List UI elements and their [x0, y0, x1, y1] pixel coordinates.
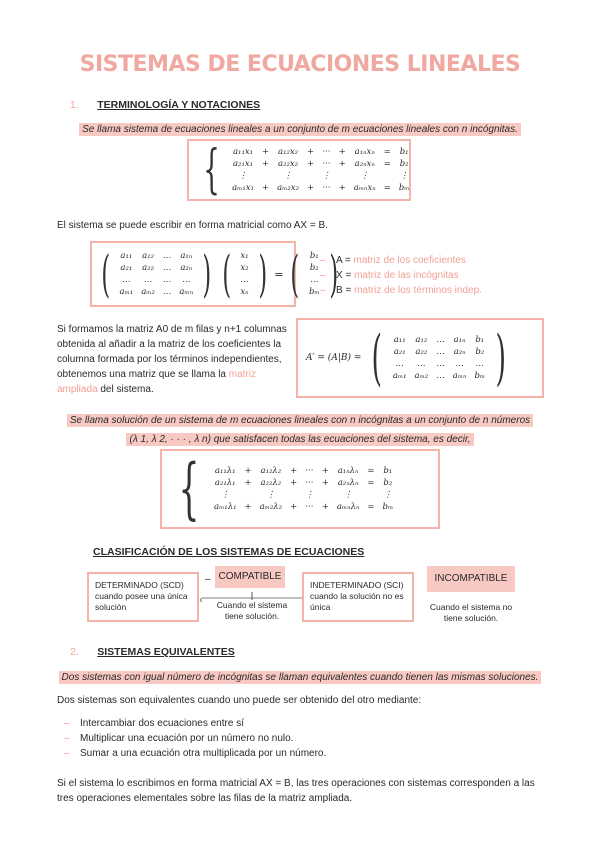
- unknown-cell: x₂: [240, 263, 249, 273]
- unknown-cell: …: [240, 275, 249, 285]
- augmented-text-before: Si formamos la matriz A0 de m filas y n+1 columnas obtenida al añadir a la matriz de los coeficientes la columna formada por los términos independientes, obtenemos una matriz que se llama la: [57, 324, 287, 380]
- left-brace: {: [178, 450, 200, 527]
- solution-equation-cell: a₂₂λ₂: [260, 478, 282, 488]
- augmented-cell: …: [475, 359, 485, 369]
- solution-equation-cell: ⋮: [220, 490, 230, 500]
- system-equation-cell: +: [307, 183, 315, 193]
- system-equation-cell: ⋮: [399, 171, 409, 181]
- definition-system: [0, 119, 600, 137]
- solution-equation-cell: a₂ₙλₙ: [337, 478, 359, 488]
- coefficient-cell: a₁ₙ: [180, 251, 193, 261]
- paren-open: (: [222, 245, 231, 303]
- unknown-row: [236, 286, 253, 298]
- solution-equation-cell: a₁₁λ₁: [214, 466, 236, 476]
- unknown-row: [236, 274, 253, 286]
- system-equation-cell: ⋮: [360, 171, 369, 181]
- solution-equation-cell: +: [290, 466, 298, 476]
- augmented-cell: aₘ₁: [392, 371, 407, 381]
- solution-equation-cell: aₘₙλₙ: [336, 502, 360, 512]
- paren-close: ): [202, 245, 212, 303]
- coefficient-cell: a₁₂: [142, 251, 155, 261]
- system-equation-cell: +: [307, 147, 315, 157]
- augmented-cell: b₂: [475, 347, 485, 357]
- augmented-cell: …: [395, 359, 404, 369]
- augmented-cell: …: [436, 347, 445, 357]
- augmented-cell: …: [436, 359, 445, 369]
- page-title: SISTEMAS DE ECUACIONES LINEALES: [79, 52, 521, 77]
- system-equation-cell: +: [338, 183, 346, 193]
- augmented-cell: a₂ₙ: [453, 347, 466, 357]
- system-equations-box: [187, 139, 411, 201]
- solution-equation-cell: ⋮: [383, 490, 393, 500]
- system-equation-cell: +: [261, 159, 270, 169]
- coefficient-cell: …: [162, 251, 172, 261]
- system-equation-cell: aₘ₁x₁: [232, 183, 254, 193]
- system-equation-row: [228, 158, 413, 170]
- augmented-cell: …: [417, 359, 426, 369]
- system-equation-cell: =: [383, 159, 391, 169]
- legend-item: – B = matriz de los términos indep.: [316, 283, 482, 298]
- operation-item: – Intercambiar dos ecuaciones entre sí: [60, 716, 326, 731]
- determinado-title: DETERMINADO (SCD): [95, 580, 184, 590]
- augmented-matrix-box: [296, 318, 544, 398]
- solution-equation-cell: [240, 489, 255, 501]
- system-equation-cell: a₁ₙxₙ: [354, 147, 375, 157]
- definition-system-text: Se llama sistema de ecuaciones lineales a un conjunto de m ecuaciones lineales con n incógnitas.: [79, 123, 521, 136]
- system-equation-row: [228, 182, 413, 194]
- solution-equation-cell: ⋮: [266, 490, 276, 500]
- system-equation-cell: ⋮: [283, 171, 293, 181]
- augmented-text-after: del sistema.: [97, 384, 154, 395]
- system-equation-cell: [335, 170, 350, 182]
- system-equation-cell: +: [307, 159, 315, 169]
- solution-equation-cell: a₁₂λ₂: [260, 466, 282, 476]
- augmented-formula: A′ = (A|B) =: [306, 353, 362, 363]
- augmented-cell: a₂₂: [415, 347, 428, 357]
- augmented-row: [389, 370, 489, 382]
- system-equation-row: [228, 146, 413, 158]
- system-equation-cell: aₘₙxₙ: [353, 183, 376, 193]
- solution-equation-row: [210, 477, 397, 489]
- indeterminado-box: [302, 572, 414, 622]
- solution-equation-cell: ···: [305, 478, 314, 488]
- system-equation-cell: b₂: [399, 159, 409, 169]
- section-1-number: 1.: [70, 99, 79, 111]
- paren-close: ): [495, 323, 507, 393]
- solution-equation-cell: ···: [305, 502, 314, 512]
- system-equation-cell: aₘ₂x₂: [277, 183, 299, 193]
- augmented-cell: aₘₙ: [452, 371, 467, 381]
- system-equation-row: [228, 170, 413, 182]
- solution-equation-cell: bₘ: [382, 502, 394, 512]
- definition-solution-line-1: Se llama solución de un sistema de m ecuaciones lineales con n incógnitas a un conjunto de n números: [67, 414, 533, 427]
- augmented-matrix: [389, 334, 489, 382]
- legend-item: – A = matriz de los coeficientes: [316, 253, 482, 268]
- classification-heading: CLASIFICACIÓN DE LOS SISTEMAS DE ECUACIONES: [93, 546, 365, 558]
- augmented-cell: …: [436, 371, 445, 381]
- system-equation-cell: [258, 170, 273, 182]
- solution-equation-cell: b₂: [383, 478, 393, 488]
- system-equation-cell: ···: [322, 159, 331, 169]
- equivalent-text: Dos sistemas son equivalentes cuando uno puede ser obtenido del otro mediante:: [57, 695, 422, 706]
- unknown-row: [236, 250, 253, 262]
- system-equation-cell: a₂₂x₂: [278, 159, 299, 169]
- equals-sign: =: [274, 267, 284, 281]
- definition-solution-line-2: (λ 1, λ 2, · · · , λ n) que satisfacen todas las ecuaciones del sistema, es decir,: [126, 433, 473, 446]
- matrix-equation-box: [90, 241, 338, 307]
- dash-connector: –: [205, 574, 211, 585]
- term-cell: b₁: [309, 251, 319, 261]
- system-equation-cell: b₁: [399, 147, 409, 157]
- coefficient-cell: aₘₙ: [179, 287, 194, 297]
- incompatible-label: INCOMPATIBLE: [427, 566, 515, 592]
- solution-equation-cell: [318, 489, 333, 501]
- solution-equation-cell: +: [290, 478, 298, 488]
- augmented-cell: aₘ₂: [414, 371, 429, 381]
- operation-item: – Sumar a una ecuación otra multiplicada por un número.: [60, 746, 326, 761]
- coefficient-cell: aₘ₁: [119, 287, 134, 297]
- section-2-title: SISTEMAS EQUIVALENTES: [97, 646, 235, 658]
- left-brace: {: [203, 140, 220, 200]
- system-equation-cell: a₁₁x₁: [232, 147, 254, 157]
- coefficient-cell: a₂₁: [120, 263, 133, 273]
- section-2-number: 2.: [70, 646, 79, 658]
- unknowns-matrix: [236, 250, 253, 298]
- determinado-desc: cuando posee una única solución: [95, 591, 188, 612]
- coefficient-cell: aₘ₂: [141, 287, 155, 297]
- compatible-desc: Cuando el sistema tiene solución.: [216, 600, 288, 621]
- system-equation-cell: +: [261, 183, 270, 193]
- coefficient-cell: a₂ₙ: [180, 263, 193, 273]
- paren-close: ): [328, 245, 338, 303]
- coefficient-matrix: [116, 250, 198, 298]
- indeterminado-title: INDETERMINADO (SCI): [310, 580, 404, 590]
- unknown-cell: x₁: [240, 251, 249, 261]
- operation-item: – Multiplicar una ecuación por un número no nulo.: [60, 731, 326, 746]
- solution-equation-cell: +: [244, 466, 252, 476]
- coefficient-row: [116, 274, 198, 286]
- system-equation-cell: ⋮: [238, 171, 248, 181]
- section-1-title: TERMINOLOGÍA Y NOTACIONES: [97, 99, 261, 111]
- solution-equation-cell: [286, 489, 301, 501]
- system-equation-cell: ···: [322, 183, 331, 193]
- solution-equation-cell: aₘ₂λ₂: [259, 502, 283, 512]
- augmented-cell: a₂₁: [393, 347, 406, 357]
- solution-equation-cell: +: [321, 478, 329, 488]
- unknown-cell: xₙ: [240, 287, 249, 297]
- coefficient-cell: …: [162, 275, 172, 285]
- coefficient-cell: …: [143, 275, 153, 285]
- operations-list: [60, 716, 326, 761]
- system-equation-cell: [380, 170, 395, 182]
- system-equation-cell: =: [383, 183, 391, 193]
- solution-equation-cell: a₁ₙλₙ: [337, 466, 359, 476]
- definition-solution: [0, 410, 600, 448]
- augmented-cell: a₁₂: [415, 335, 428, 345]
- indeterminado-desc: cuando la solución no es única: [310, 591, 404, 612]
- augmented-row: [389, 358, 489, 370]
- solution-equation-row: [210, 465, 397, 477]
- term-cell: bₘ: [308, 287, 320, 297]
- solution-equation-cell: ···: [305, 466, 314, 476]
- coefficient-row: [116, 262, 198, 274]
- incompatible-desc: Cuando el sistema no tiene solución.: [429, 602, 513, 623]
- solution-equation-row: [210, 489, 397, 501]
- system-equation-cell: +: [338, 147, 346, 157]
- paren-open: (: [290, 245, 300, 303]
- augmented-cell: a₁₁: [393, 335, 406, 345]
- solution-system-table: [210, 465, 397, 513]
- compatible-label: COMPATIBLE: [215, 566, 285, 588]
- augmented-row: [389, 346, 489, 358]
- solution-equation-cell: a₂₁λ₁: [214, 478, 236, 488]
- solution-equation-cell: =: [367, 466, 375, 476]
- closing-text: Si el sistema lo escribimos en forma matricial AX = B, las tres operaciones con sistemas corresponden a las tres operaciones elementales sobre las filas de la matriz ampliada.: [57, 778, 535, 804]
- solution-equation-cell: +: [244, 478, 252, 488]
- coefficient-cell: …: [162, 263, 172, 273]
- system-equation-cell: +: [338, 159, 346, 169]
- paren-open: (: [101, 245, 111, 303]
- system-equation-cell: a₁₂x₂: [278, 147, 299, 157]
- system-equation-cell: [303, 170, 318, 182]
- unknown-row: [236, 262, 253, 274]
- coefficient-cell: a₁₁: [120, 251, 133, 261]
- solution-equation-cell: aₘ₁λ₁: [214, 502, 237, 512]
- augmented-cell: a₁ₙ: [453, 335, 466, 345]
- augmented-cell: bₘ: [474, 371, 486, 381]
- solution-equation-cell: +: [321, 502, 329, 512]
- augmented-cell: …: [436, 335, 445, 345]
- coefficient-cell: …: [162, 287, 172, 297]
- solution-equation-cell: [363, 489, 378, 501]
- augmented-matrix-text: [57, 322, 287, 397]
- system-equations-table: [228, 146, 413, 194]
- system-equation-cell: a₂ₙxₙ: [354, 159, 375, 169]
- legend-item: – X = matriz de las incógnitas: [316, 268, 482, 283]
- system-equation-cell: ···: [322, 147, 331, 157]
- solution-equation-row: [210, 501, 397, 513]
- matrix-legend: [316, 253, 482, 298]
- augmented-term: matriz ampliada: [57, 369, 256, 395]
- system-equation-cell: a₂₁x₁: [232, 159, 254, 169]
- definition-equivalent: [0, 667, 600, 685]
- solution-equation-cell: =: [367, 478, 375, 488]
- paren-close: ): [258, 245, 267, 303]
- system-equation-cell: ⋮: [322, 171, 331, 181]
- solution-equation-cell: +: [290, 502, 298, 512]
- solution-equation-cell: +: [321, 466, 329, 476]
- solution-equation-cell: b₁: [383, 466, 393, 476]
- paren-open: (: [371, 323, 383, 393]
- augmented-cell: b₁: [475, 335, 485, 345]
- determinado-box: [87, 572, 199, 622]
- augmented-cell: …: [455, 359, 464, 369]
- term-cell: b₂: [309, 263, 319, 273]
- term-cell: …: [310, 275, 319, 285]
- solution-system-box: [160, 449, 440, 529]
- solution-equation-cell: +: [244, 502, 252, 512]
- coefficient-cell: …: [182, 275, 191, 285]
- system-equation-cell: +: [261, 147, 270, 157]
- matrix-form-text: El sistema se puede escribir en forma matricial como AX = B.: [57, 220, 328, 231]
- section-1-heading: [70, 95, 260, 113]
- definition-equivalent-text: Dos sistemas con igual número de incógnitas se llaman equivalentes cuando tienen las mismas soluciones.: [59, 671, 542, 684]
- system-equation-cell: =: [383, 147, 391, 157]
- solution-equation-cell: ⋮: [343, 490, 353, 500]
- coefficient-cell: …: [122, 275, 131, 285]
- solution-equation-cell: ⋮: [305, 490, 314, 500]
- system-equation-cell: bₘ: [398, 183, 410, 193]
- augmented-row: [389, 334, 489, 346]
- coefficient-cell: a₂₂: [142, 263, 155, 273]
- coefficient-row: [116, 250, 198, 262]
- section-2-heading: [70, 642, 235, 660]
- solution-equation-cell: =: [367, 502, 375, 512]
- coefficient-row: [116, 286, 198, 298]
